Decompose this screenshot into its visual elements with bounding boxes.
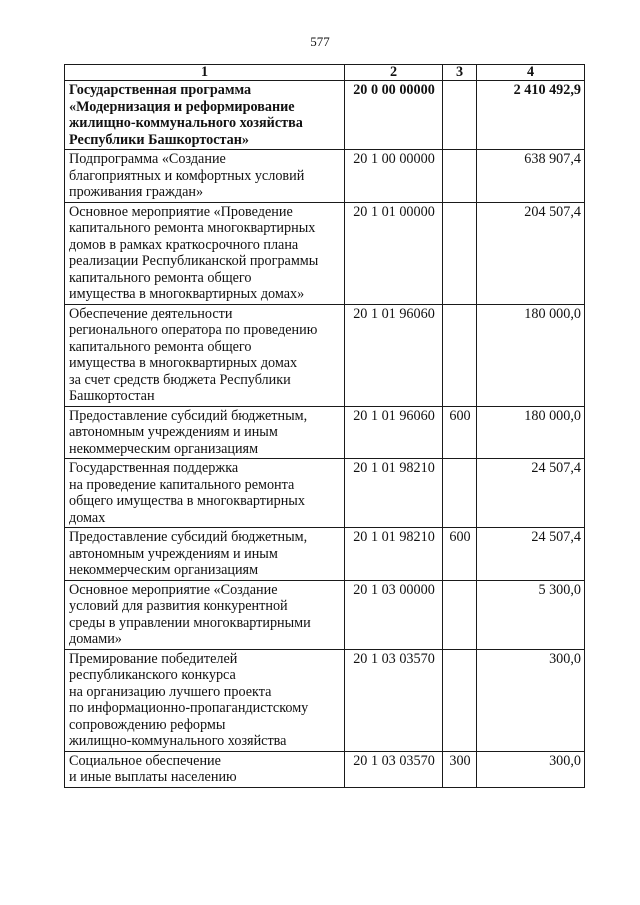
row-name-cell [65, 202, 345, 304]
row-name-text: Социальное обеспечение и иные выплаты населению [69, 752, 237, 785]
row-amount-text: 204 507,4 [524, 203, 581, 220]
table-row [65, 580, 585, 649]
row-amount-text: 300,0 [549, 650, 581, 667]
row-amount-text: 300,0 [549, 752, 581, 769]
table-row [65, 81, 585, 150]
row-code-cell [345, 751, 443, 787]
page-number: 577 [310, 34, 330, 49]
table-row [65, 150, 585, 203]
table-row [65, 406, 585, 459]
row-code-text: 20 1 03 03570 [353, 752, 435, 769]
row-type-cell [443, 580, 477, 649]
row-code-cell [345, 150, 443, 203]
column-header-4: 4 [477, 65, 585, 81]
row-name-text: Основное мероприятие «Проведение капитального ремонта многоквартирных домов в рамках краткосрочного плана реализации Республиканской программы капитального ремонта общего имущества в многоквартирных домах» [69, 203, 319, 302]
row-type-cell [443, 459, 477, 528]
row-amount-cell [477, 406, 585, 459]
row-amount-text: 24 507,4 [531, 460, 581, 476]
row-amount-cell [477, 150, 585, 203]
row-code-cell [345, 304, 443, 406]
row-name-cell [65, 150, 345, 203]
budget-table [64, 64, 585, 788]
row-code-text: 20 1 01 96060 [353, 407, 435, 424]
row-name-text: Предоставление субсидий бюджетным, автономным учреждениям и иным некоммерческим организациям [69, 407, 308, 457]
row-type-cell [443, 406, 477, 459]
row-name-cell [65, 649, 345, 751]
row-code-cell [345, 459, 443, 528]
table-row [65, 649, 585, 751]
row-amount-cell [477, 202, 585, 304]
row-name-text: Премирование победителей республиканского конкурса на организацию лучшего проекта по информационно-пропагандистскому сопровождению реформы жилищно-коммунального хозяйства [69, 650, 309, 749]
row-code-text: 20 1 01 98210 [353, 529, 435, 545]
row-code-text: 20 1 03 00000 [353, 581, 435, 598]
row-code-cell [345, 81, 443, 150]
row-name-text: Основное мероприятие «Создание условий для развития конкурентной среды в управлении многоквартирными домами» [69, 581, 311, 647]
row-amount-cell [477, 751, 585, 787]
row-name-cell [65, 580, 345, 649]
row-type-cell [443, 202, 477, 304]
table-header-row [65, 65, 585, 81]
row-name-cell [65, 459, 345, 528]
table-row [65, 459, 585, 528]
row-name-text: Государственная поддержка на проведение капитального ремонта общего имущества в многоквартирных домах [69, 460, 305, 526]
row-code-cell [345, 580, 443, 649]
row-name-cell [65, 81, 345, 150]
table-row [65, 528, 585, 581]
row-name-text: Государственная программа «Модернизация и реформирование жилищно-коммунального хозяйства Республики Башкортостан» [69, 82, 303, 148]
row-type-text: 600 [449, 529, 471, 545]
row-type-cell [443, 751, 477, 787]
row-code-cell [345, 528, 443, 581]
row-amount-cell [477, 649, 585, 751]
table-row [65, 202, 585, 304]
row-amount-text: 2 410 492,9 [513, 82, 581, 98]
row-amount-text: 5 300,0 [538, 581, 581, 598]
table-body [65, 81, 585, 788]
column-header-1: 1 [65, 65, 345, 81]
table-row [65, 751, 585, 787]
row-type-cell [443, 304, 477, 406]
row-name-cell [65, 406, 345, 459]
row-type-text: 300 [449, 752, 471, 769]
row-amount-text: 180 000,0 [524, 305, 581, 322]
row-name-text: Предоставление субсидий бюджетным, автономным учреждениям и иным некоммерческим организациям [69, 529, 308, 578]
row-code-cell [345, 202, 443, 304]
row-amount-text: 638 907,4 [524, 151, 581, 167]
row-amount-text: 180 000,0 [524, 407, 581, 424]
row-name-text: Подпрограмма «Создание благоприятных и комфортных условий проживания граждан» [69, 151, 305, 200]
row-amount-cell [477, 528, 585, 581]
row-code-cell [345, 406, 443, 459]
row-amount-cell [477, 81, 585, 150]
row-type-cell [443, 81, 477, 150]
row-amount-text: 24 507,4 [531, 529, 581, 545]
row-amount-cell [477, 580, 585, 649]
row-code-text: 20 0 00 00000 [353, 82, 435, 98]
row-type-cell [443, 649, 477, 751]
row-type-text: 600 [449, 407, 471, 424]
row-code-text: 20 1 03 03570 [353, 650, 435, 667]
row-name-text: Обеспечение деятельности регионального оператора по проведению капитального ремонта общего имущества в многоквартирных домах за счет средств бюджета Республики Башкортостан [69, 305, 318, 404]
row-amount-cell [477, 304, 585, 406]
row-code-text: 20 1 00 00000 [353, 151, 435, 167]
row-amount-cell [477, 459, 585, 528]
row-code-text: 20 1 01 96060 [353, 305, 435, 322]
row-name-cell [65, 751, 345, 787]
row-code-text: 20 1 01 00000 [353, 203, 435, 220]
row-type-cell [443, 150, 477, 203]
column-header-3: 3 [443, 65, 477, 81]
row-name-cell [65, 528, 345, 581]
row-type-cell [443, 528, 477, 581]
row-code-cell [345, 649, 443, 751]
column-header-2: 2 [345, 65, 443, 81]
table-row [65, 304, 585, 406]
row-name-cell [65, 304, 345, 406]
row-code-text: 20 1 01 98210 [353, 460, 435, 476]
